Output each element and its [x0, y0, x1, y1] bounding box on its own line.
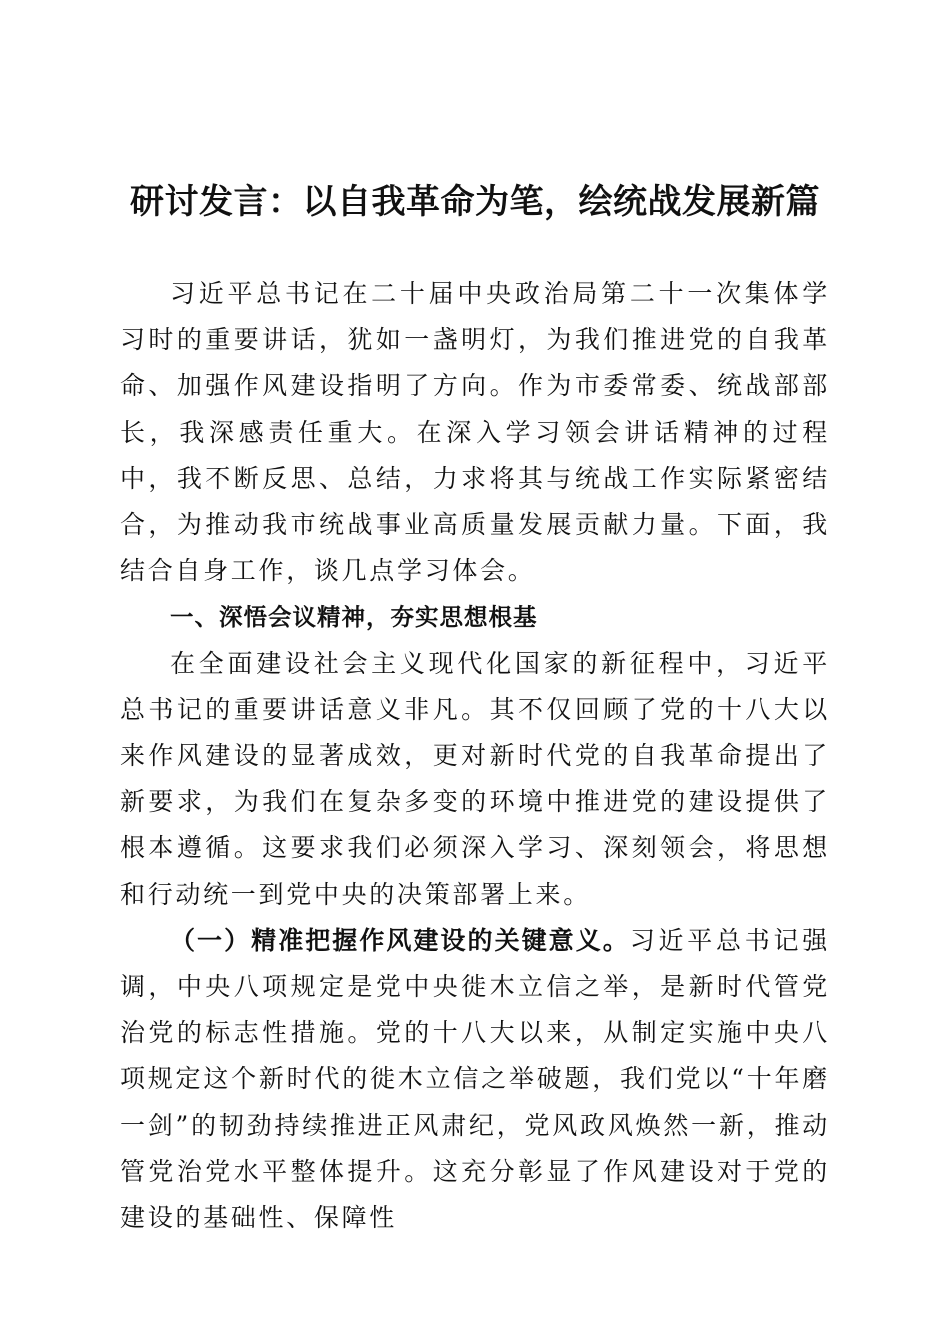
section-heading-1: 一、深悟会议精神，夯实思想根基: [170, 603, 538, 632]
document-body: [120, 271, 830, 1241]
subsection-1-text: 习近平总书记强调，中央八项规定是党中央徙木立信之举，是新时代管党治党的标志性措施。党的十八大以来，从制定实施中央八项规定这个新时代的徙木立信之举破题，我们党以“十年磨一剑”的韧劲持续推进正风肃纪，党风政风焕然一新，推动管党治党水平整体提升。这充分彰显了作风建设对于党的建设的基础性、保障性: [120, 925, 830, 1233]
subsection-1-paragraph: [120, 918, 830, 1241]
intro-paragraph: 习近平总书记在二十届中央政治局第二十一次集体学习时的重要讲话，犹如一盏明灯，为我们推进党的自我革命、加强作风建设指明了方向。作为市委常委、统战部部长，我深感责任重大。在深入学习领会讲话精神的过程中，我不断反思、总结，力求将其与统战工作实际紧密结合，为推动我市统战事业高质量发展贡献力量。下面，我结合自身工作，谈几点学习体会。: [120, 279, 830, 586]
document-title: 研讨发言：以自我革命为笔，绘统战发展新篇: [130, 182, 820, 222]
subsection-1-lead: （一）精准把握作风建设的关键意义。: [170, 925, 630, 955]
section-1-paragraph: 在全面建设社会主义现代化国家的新征程中，习近平总书记的重要讲话意义非凡。其不仅回顾了党的十八大以来作风建设的显著成效，更对新时代党的自我革命提出了新要求，为我们在复杂多变的环境中推进党的建设提供了根本遵循。这要求我们必须深入学习、深刻领会，将思想和行动统一到党中央的决策部署上来。: [120, 648, 830, 909]
